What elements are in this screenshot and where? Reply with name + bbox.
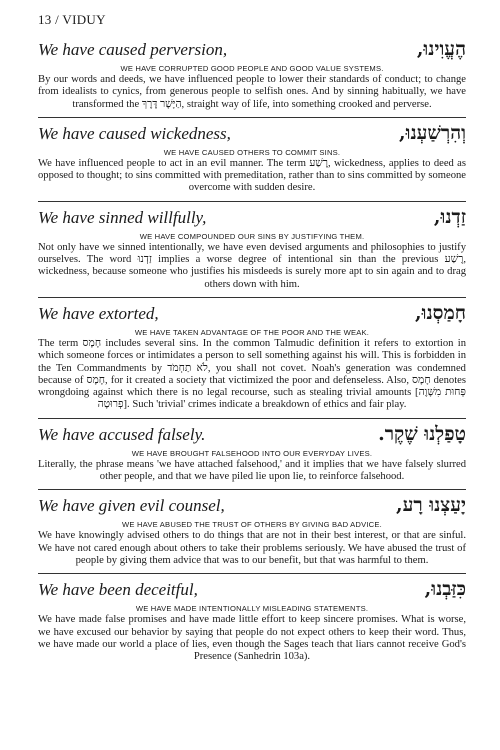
- entry-subhead: WE HAVE TAKEN ADVANTAGE OF THE POOR AND THE WEAK.: [134, 327, 370, 337]
- entry-title: We have sinned willfully,: [38, 207, 207, 227]
- entry-body: By our words and deeds, we have influenced people to lower their standards of conduct; to change from idealists to cynics, from generous people to selfish ones. And by sinning habitually, we have transformed the הַיָּשָׁר דֶּרֶךְ, straight way of life, into something crooked and perverse.: [38, 74, 466, 110]
- entry-title: We have caused wickedness,: [38, 123, 231, 143]
- entry-title: We have accused falsely.: [38, 424, 206, 444]
- entry-hebrew-title: יָעַצְנוּ רָע,: [395, 494, 466, 517]
- divider: [38, 201, 466, 202]
- entry-body: Not only have we sinned intentionally, we have even devised arguments and philosophies to justify ourselves. The word זַדְנוּ implies a worse degree of intentional sin than the previous רֶשַׁע, wickedness, because someone who justifies his misdeeds is surely more apt to sin again and to drag others down with him.: [38, 241, 467, 290]
- entry-perversion: [38, 38, 466, 111]
- entry-heading: [38, 423, 466, 446]
- entry-body: We have influenced people to act in an evil manner. The term רֶשַׁע, wickedness, applies to deed as opposed to thought; to sins committed with premeditation, rather than to sins committed by someone overcome with sudden desire.: [38, 157, 466, 194]
- entry-accused-falsely: [38, 423, 466, 484]
- entry-title: We have been deceitful,: [38, 580, 198, 600]
- entry-heading: [38, 578, 466, 601]
- entry-evil-counsel: [38, 494, 466, 567]
- entry-subhead: WE HAVE CORRUPTED GOOD PEOPLE AND GOOD VALUE SYSTEMS.: [120, 64, 384, 73]
- entry-hebrew-title: חָמַסְנוּ,: [415, 301, 466, 324]
- entry-title: We have extorted,: [38, 303, 159, 323]
- divider: [38, 489, 466, 490]
- divider: [38, 117, 466, 118]
- entry-heading: [38, 38, 466, 61]
- divider: [38, 573, 466, 574]
- divider: [38, 297, 466, 298]
- entry-heading: [38, 302, 466, 325]
- entry-body: We have made false promises and have made little effort to keep sincere promises. What is worse, we have excused our behavior by saying that people do not expect others to keep their word. Thus, we have made our world a place of lies, even though the Sages teach that liars cannot receive God's Presence (Sanhedrin 103a).: [38, 614, 466, 663]
- entry-heading: [38, 122, 466, 145]
- entry-hebrew-title: וְהִרְשַׁעְנוּ,: [399, 121, 466, 144]
- entry-hebrew-title: טָפַלְנוּ שֶׁקֶר.: [378, 422, 466, 445]
- entry-wickedness: [38, 122, 466, 195]
- entry-subhead: WE HAVE MADE INTENTIONALLY MISLEADING STATEMENTS.: [135, 604, 369, 614]
- running-head: 13 / VIDUY: [38, 12, 106, 27]
- entry-body: We have knowingly advised others to do things that are not in their best interest, or that are sinful. We have not cared enough about others to take their problems seriously. We have abused the trust of people by giving them advice that was to our benefit, but that was harmful to them.: [38, 530, 466, 566]
- entry-title: We have given evil counsel,: [38, 496, 225, 516]
- entry-willfully: [38, 206, 466, 291]
- entry-body: Literally, the phrase means 'we have attached falsehood,' and it implies that we have falsely slurred other people, and that we have piled lie upon lie, to reinforce falsehood.: [38, 458, 466, 483]
- entry-extorted: [38, 302, 466, 412]
- entry-body: The term חָמָס includes several sins. In the common Talmudic definition it refers to extortion in which someone forces or intimidates a person to sell something against his will. This is forbidden in the Ten Commandments by לֹא תַחְמֹד, you shall not covet. Noah's generation was condemned because of חָמָס, for it created a society that victimized the poor and defenseless. Also, חָמָס denotes wrongdoing against which there is no legal recourse, such as stealing trivial amounts [פְּחוּת מִשָּׁוֶה פְרוּטָה]. Such 'trivial' crimes indicate a breakdown of ethics and fair play.: [38, 337, 466, 411]
- entry-subhead: WE HAVE COMPOUNDED OUR SINS BY JUSTIFYING THEM.: [139, 231, 365, 241]
- entry-heading: [38, 494, 466, 517]
- entry-hebrew-title: הֶעֱוִינוּ,: [416, 38, 466, 60]
- entry-heading: [38, 206, 466, 229]
- entry-subhead: WE HAVE CAUSED OTHERS TO COMMIT SINS.: [163, 147, 341, 157]
- divider: [38, 418, 466, 419]
- entry-title: We have caused perversion,: [38, 40, 228, 59]
- entry-hebrew-title: כִּזַּבְנוּ,: [424, 578, 466, 601]
- entry-subhead: WE HAVE ABUSED THE TRUST OF OTHERS BY GIVING BAD ADVICE.: [122, 520, 382, 530]
- entry-subhead: WE HAVE BROUGHT FALSEHOOD INTO OUR EVERYDAY LIVES.: [131, 448, 373, 458]
- entry-deceitful: [38, 578, 466, 663]
- entry-hebrew-title: זַדְנוּ,: [433, 205, 466, 228]
